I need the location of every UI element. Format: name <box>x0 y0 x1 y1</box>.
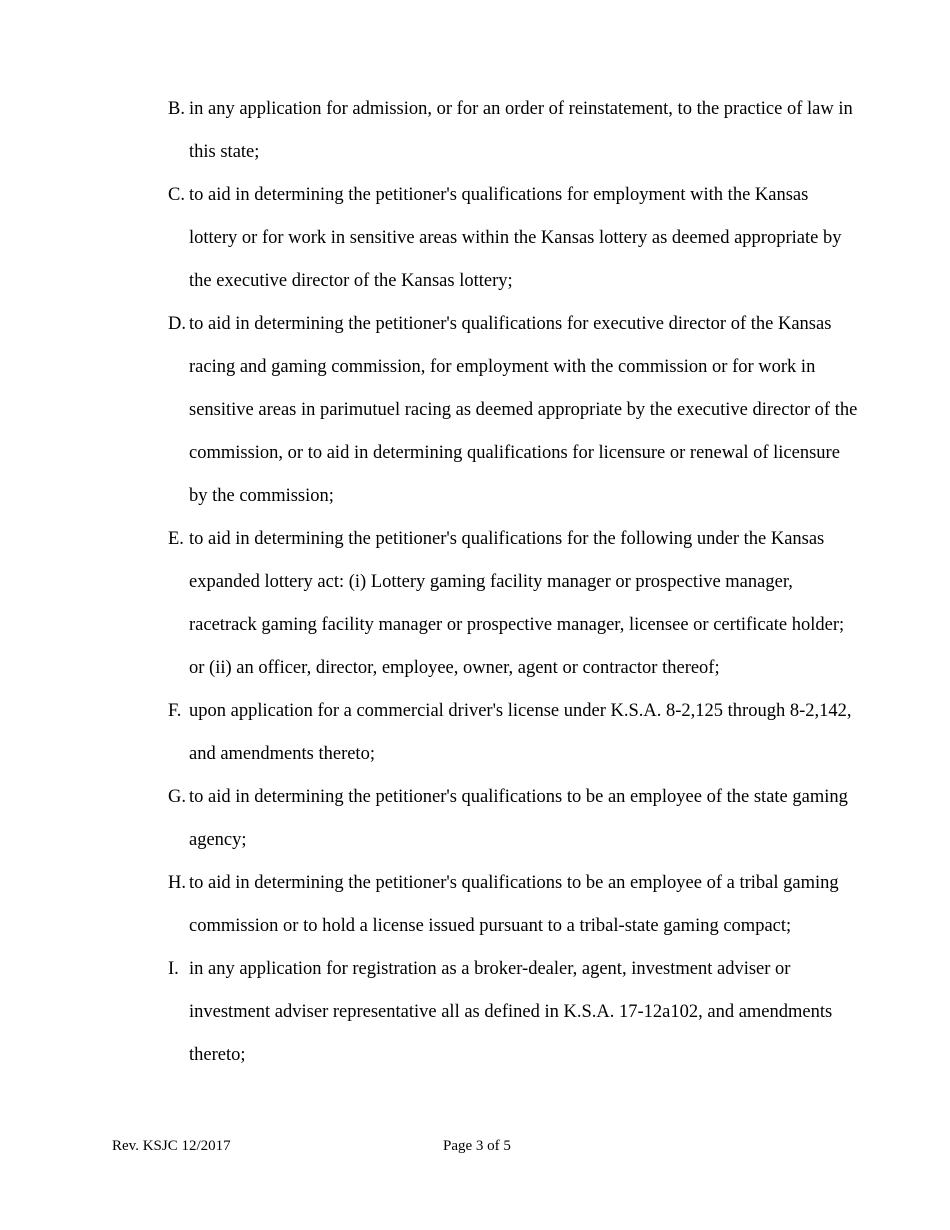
list-item-letter: B. <box>168 99 185 119</box>
footer-revision: Rev. KSJC 12/2017 <box>112 1138 231 1154</box>
list-item-letter: E. <box>168 529 184 549</box>
list-item-text: to aid in determining the petitioner's qualifications for employment with the Kansas lottery or for work in sensitive areas within the Kansas lottery as deemed appropriate by the executive director of the Kansas lottery; <box>189 185 842 291</box>
list-item-e <box>168 518 858 690</box>
list-item-letter: C. <box>168 185 185 205</box>
list-item-text: to aid in determining the petitioner's qualifications to be an employee of the state gaming agency; <box>189 787 848 850</box>
list-item-text: in any application for admission, or for an order of reinstatement, to the practice of law in this state; <box>189 99 853 162</box>
qualification-list <box>168 88 858 1077</box>
list-item-d <box>168 303 858 518</box>
list-item-text: to aid in determining the petitioner's qualifications for the following under the Kansas expanded lottery act: (i) Lottery gaming facility manager or prospective manager, racetrack gaming facility manager or prospective manager, licensee or certificate holder; or (ii) an officer, director, employee, owner, agent or contractor thereof; <box>189 529 845 678</box>
list-item-b <box>168 88 858 174</box>
list-item-text: to aid in determining the petitioner's qualifications for executive director of the Kansas racing and gaming commission, for employment with the commission or for work in sensitive areas in parimutuel racing as deemed appropriate by the executive director of the commission, or to aid in determining qualifications for licensure or renewal of licensure by the commission; <box>189 314 858 506</box>
list-item-letter: D. <box>168 314 186 334</box>
list-item-h <box>168 862 858 948</box>
list-item-letter: F. <box>168 701 182 721</box>
list-item-c <box>168 174 858 303</box>
list-item-f <box>168 690 858 776</box>
list-item-letter: H. <box>168 873 186 893</box>
list-item-g <box>168 776 858 862</box>
footer-page-number: Page 3 of 5 <box>443 1138 511 1154</box>
list-item-letter: G. <box>168 787 186 807</box>
list-item-text: in any application for registration as a broker-dealer, agent, investment adviser or investment adviser representative all as defined in K.S.A. 17-12a102, and amendments thereto; <box>189 959 833 1065</box>
list-item-letter: I. <box>168 959 179 979</box>
list-item-text: to aid in determining the petitioner's qualifications to be an employee of a tribal gaming commission or to hold a license issued pursuant to a tribal-state gaming compact; <box>189 873 839 936</box>
list-item-i <box>168 948 858 1077</box>
list-item-text: upon application for a commercial driver's license under K.S.A. 8-2,125 through 8-2,142, and amendments thereto; <box>189 701 852 764</box>
